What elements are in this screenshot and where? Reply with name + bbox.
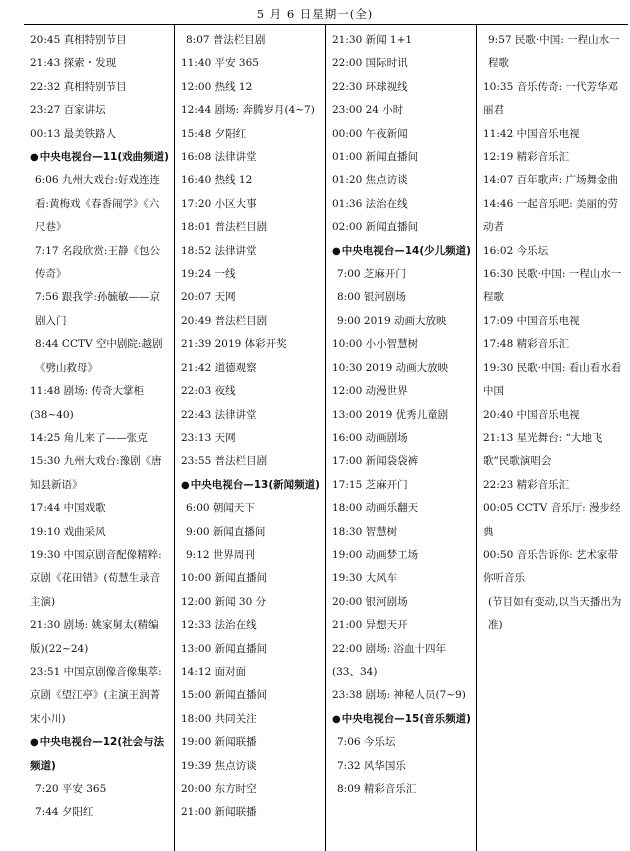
program-entry: 15:30 九州大戏台:豫剧《唐知县新语》 bbox=[30, 455, 162, 491]
channel-name: 中央电视台—11(戏曲频道) bbox=[39, 151, 169, 164]
program-entry: 7:44 夕阳红 bbox=[35, 806, 94, 819]
program-entry: 9:00 2019 动画大放映 bbox=[337, 314, 447, 327]
program-entry: 00:05 CCTV 音乐厅: 漫步经典 bbox=[483, 502, 621, 538]
schedule-column bbox=[326, 25, 477, 851]
channel-heading bbox=[30, 731, 169, 778]
program-entry: 12:00 热线 12 bbox=[181, 80, 253, 93]
schedule-note: (节目如有变动,以当天播出为准) bbox=[488, 595, 622, 632]
program-entry: 23:13 天网 bbox=[181, 431, 236, 444]
program-entry: 18:52 法律讲堂 bbox=[181, 244, 257, 257]
program-entry: 22:03 夜线 bbox=[181, 385, 236, 398]
channel-heading bbox=[30, 146, 169, 169]
schedule-columns bbox=[24, 24, 628, 851]
bullet-icon: ● bbox=[181, 479, 190, 491]
schedule-column bbox=[175, 25, 326, 851]
program-entry: 19:24 一线 bbox=[181, 268, 236, 281]
program-entry: 14:07 百年歌声: 广场舞金曲 bbox=[483, 174, 618, 187]
program-entry: 19:00 动画梦工场 bbox=[332, 548, 419, 561]
program-entry: 17:09 中国音乐电视 bbox=[483, 314, 580, 327]
program-entry: 12:33 法治在线 bbox=[181, 619, 257, 632]
program-entry: 8:07 普法栏目剧 bbox=[186, 34, 266, 46]
program-entry: 22:32 真相特别节目 bbox=[30, 80, 127, 93]
program-entry: 18:00 动画乐翻天 bbox=[332, 502, 419, 515]
program-entry: 02:00 新闻直播间 bbox=[332, 221, 419, 234]
program-entry: 12:00 新闻 30 分 bbox=[181, 595, 267, 608]
program-entry: 19:00 新闻联播 bbox=[181, 736, 257, 749]
program-entry: 10:00 新闻直播间 bbox=[181, 572, 268, 585]
program-entry: 6:06 九州大戏台:好戏连连看:黄梅戏《春香闹学》《六尺巷》 bbox=[35, 174, 160, 234]
program-entry: 17:48 精彩音乐汇 bbox=[483, 338, 570, 351]
program-entry: 16:40 热线 12 bbox=[181, 174, 253, 187]
program-entry: 21:13 星光舞台: “大地飞歌”民歌演唱会 bbox=[483, 431, 603, 468]
program-entry: 20:45 真相特别节目 bbox=[30, 34, 127, 46]
program-entry: 13:00 新闻直播间 bbox=[181, 642, 268, 655]
program-entry: 19:30 中国京剧音配像精粹:京剧《花田错》(荀慧生录音主演) bbox=[30, 548, 162, 608]
program-entry: 23:38 剧场: 神秘人员(7~9) bbox=[332, 689, 466, 702]
program-entry: 10:35 音乐传奇: 一代芳华邓丽君 bbox=[483, 80, 618, 117]
program-entry: 16:08 法律讲堂 bbox=[181, 151, 257, 164]
program-entry: 14:25 角儿来了——张克 bbox=[30, 431, 148, 444]
program-entry: 7:06 今乐坛 bbox=[337, 736, 396, 749]
bullet-icon: ● bbox=[30, 737, 39, 749]
program-entry: 20:40 中国音乐电视 bbox=[483, 408, 580, 421]
program-entry: 16:02 今乐坛 bbox=[483, 244, 549, 257]
program-entry: 16:30 民歌·中国: 一程山水一程歌 bbox=[483, 268, 622, 304]
program-entry: 21:39 2019 体彩开奖 bbox=[181, 338, 287, 351]
program-entry: 19:30 民歌·中国: 看山看水看中国 bbox=[483, 361, 622, 398]
program-entry: 10:00 小小智慧树 bbox=[332, 338, 419, 351]
program-entry: 16:00 动画剧场 bbox=[332, 431, 408, 444]
program-entry: 11:48 剧场: 传奇大掌柜(38~40) bbox=[30, 385, 144, 421]
program-entry: 18:30 智慧树 bbox=[332, 525, 398, 538]
program-entry: 00:00 午夜新闻 bbox=[332, 127, 408, 140]
program-entry: 20:49 普法栏目剧 bbox=[181, 314, 268, 327]
program-entry: 19:10 戏曲采风 bbox=[30, 525, 106, 538]
page-date-header: 5 月 6 日星期一(全) bbox=[256, 7, 374, 21]
program-entry: 17:00 新闻袋袋裤 bbox=[332, 455, 419, 468]
program-entry: 22:00 剧场: 浴血十四年(33、34) bbox=[332, 642, 446, 678]
program-entry: 01:36 法治在线 bbox=[332, 197, 408, 210]
bullet-icon: ● bbox=[332, 245, 341, 257]
program-entry: 14:46 一起音乐吧: 美丽的劳动者 bbox=[483, 197, 618, 234]
program-entry: 01:20 焦点访谈 bbox=[332, 174, 408, 187]
program-entry: 17:15 芝麻开门 bbox=[332, 478, 408, 491]
program-entry: 13:00 2019 优秀儿童剧 bbox=[332, 408, 449, 421]
program-entry: 22:00 国际时讯 bbox=[332, 57, 408, 70]
program-entry: 8:09 精彩音乐汇 bbox=[337, 783, 417, 795]
program-entry: 18:01 普法栏目剧 bbox=[181, 221, 268, 234]
channel-name: 中央电视台—12(社会与法频道) bbox=[30, 736, 165, 772]
program-entry: 20:07 天网 bbox=[181, 291, 236, 304]
program-entry: 19:39 焦点访谈 bbox=[181, 759, 257, 772]
program-entry: 22:43 法律讲堂 bbox=[181, 408, 257, 421]
program-entry: 12:44 剧场: 奔腾岁月(4~7) bbox=[181, 104, 315, 117]
channel-name: 中央电视台—13(新闻频道) bbox=[190, 478, 320, 491]
program-entry: 21:30 剧场: 姚家舅太(精编版)(22~24) bbox=[30, 619, 159, 655]
program-entry: 12:19 精彩音乐汇 bbox=[483, 151, 570, 164]
program-entry: 23:00 24 小时 bbox=[332, 104, 404, 117]
program-entry: 11:40 平安 365 bbox=[181, 57, 259, 70]
program-entry: 7:20 平安 365 bbox=[35, 783, 107, 795]
program-entry: 01:00 新闻直播间 bbox=[332, 151, 419, 164]
program-entry: 8:44 CCTV 空中剧院:越剧《劈山救母》 bbox=[35, 338, 163, 374]
program-entry: 15:48 夕阳红 bbox=[181, 127, 247, 140]
program-entry: 00:50 音乐告诉你: 艺术家带你听音乐 bbox=[483, 548, 618, 585]
program-entry: 20:00 东方时空 bbox=[181, 783, 257, 795]
program-entry: 7:00 芝麻开门 bbox=[337, 268, 406, 281]
bullet-icon: ● bbox=[30, 152, 39, 164]
program-entry: 18:00 共同关注 bbox=[181, 712, 257, 725]
program-entry: 12:00 动漫世界 bbox=[332, 385, 408, 398]
program-entry: 15:00 新闻直播间 bbox=[181, 689, 268, 702]
channel-name: 中央电视台—14(少儿频道) bbox=[341, 244, 471, 257]
channel-heading bbox=[332, 708, 471, 731]
program-entry: 22:23 精彩音乐汇 bbox=[483, 478, 570, 491]
program-entry: 21:42 道德观察 bbox=[181, 361, 257, 374]
program-entry: 14:12 面对面 bbox=[181, 665, 247, 678]
program-entry: 7:56 跟我学:孙毓敏——京剧入门 bbox=[35, 291, 160, 327]
program-entry: 11:42 中国音乐电视 bbox=[483, 127, 580, 140]
program-entry: 22:30 环球视线 bbox=[332, 80, 408, 93]
program-entry: 21:43 探索・发现 bbox=[30, 57, 117, 70]
program-entry: 9:57 民歌·中国: 一程山水一程歌 bbox=[488, 34, 620, 70]
program-entry: 8:00 银河剧场 bbox=[337, 291, 406, 304]
program-entry: 7:17 名段欣赏:王静《包公传奇》 bbox=[35, 244, 160, 281]
channel-heading bbox=[332, 240, 471, 263]
channel-name: 中央电视台—15(音乐频道) bbox=[341, 712, 471, 725]
program-entry: 19:30 大风车 bbox=[332, 572, 398, 585]
program-entry: 7:32 风华国乐 bbox=[337, 759, 406, 772]
program-entry: 23:27 百家讲坛 bbox=[30, 104, 106, 117]
program-entry: 21:00 新闻联播 bbox=[181, 806, 257, 819]
bullet-icon: ● bbox=[332, 713, 341, 725]
program-entry: 17:20 小区大事 bbox=[181, 197, 257, 210]
program-entry: 10:30 2019 动画大放映 bbox=[332, 361, 449, 374]
program-entry: 6:00 朝闻天下 bbox=[186, 502, 255, 515]
schedule-column bbox=[477, 25, 628, 851]
channel-heading bbox=[181, 474, 320, 497]
program-entry: 21:00 异想天开 bbox=[332, 619, 408, 632]
program-entry: 21:30 新闻 1+1 bbox=[332, 34, 413, 46]
program-entry: 9:00 新闻直播间 bbox=[186, 525, 266, 538]
program-entry: 9:12 世界周刊 bbox=[186, 548, 255, 561]
program-entry: 23:51 中国京剧像音像集萃:京剧《望江亭》(主演王润菁宋小川) bbox=[30, 665, 162, 725]
program-entry: 20:00 银河剧场 bbox=[332, 595, 408, 608]
program-entry: 00:13 最美铁路人 bbox=[30, 127, 117, 140]
program-entry: 23:55 普法栏目剧 bbox=[181, 455, 268, 468]
schedule-column bbox=[24, 25, 175, 851]
program-entry: 17:44 中国戏歌 bbox=[30, 502, 106, 515]
